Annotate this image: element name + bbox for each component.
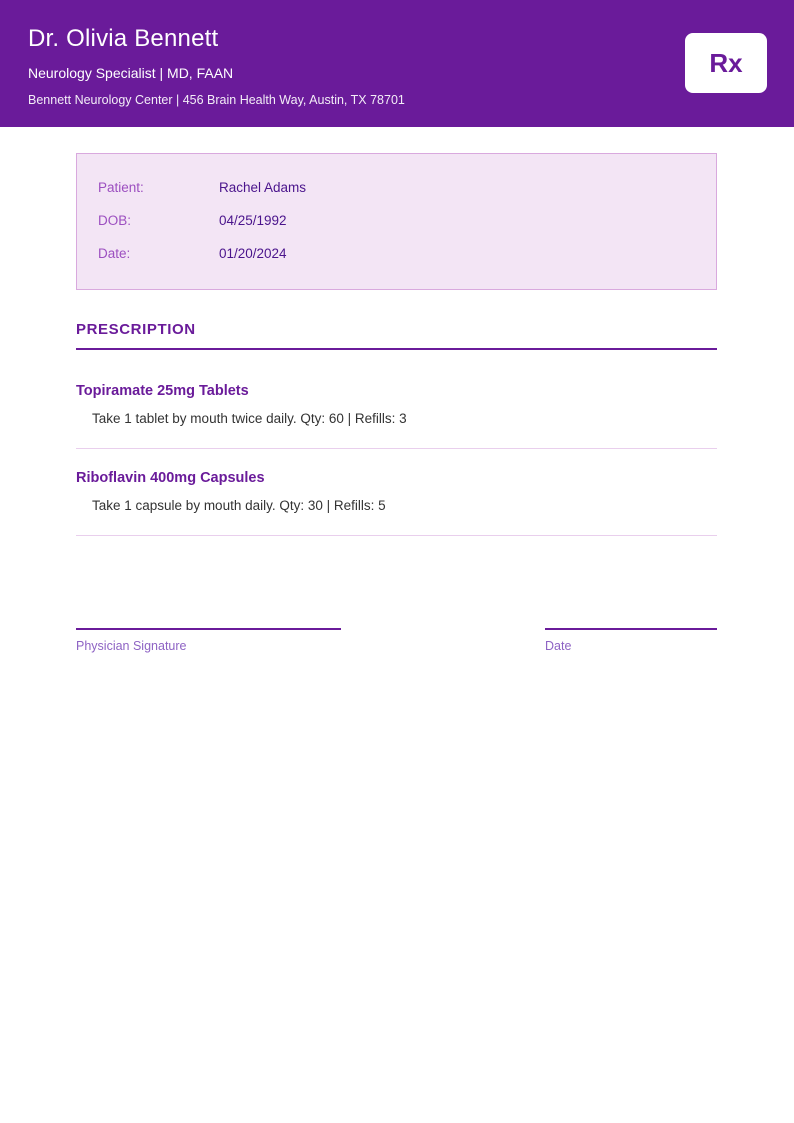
dob-value: 04/25/1992: [219, 213, 287, 228]
medication-name: Riboflavin 400mg Capsules: [76, 470, 265, 486]
medication-instructions: Take 1 capsule by mouth daily. Qty: 30 | Refills: 5: [92, 498, 386, 513]
medication-item: [76, 470, 717, 536]
header: [0, 0, 794, 127]
physician-signature-line: [76, 628, 341, 653]
rx-logo: Rx: [685, 33, 767, 93]
doctor-specialty: Neurology Specialist | MD, FAAN: [28, 65, 234, 82]
patient-row: [98, 213, 695, 228]
patient-row: [98, 246, 695, 261]
date-label: Date:: [98, 246, 131, 261]
date-value: 01/20/2024: [219, 246, 287, 261]
patient-info-card: [76, 153, 717, 290]
patient-row: [98, 180, 695, 195]
patient-label: Patient:: [98, 180, 144, 195]
medication-item: [76, 383, 717, 449]
patient-value: Rachel Adams: [219, 180, 307, 195]
signature-row: [76, 628, 717, 653]
signature-date-label: Date: [545, 639, 572, 653]
medication-name: Topiramate 25mg Tablets: [76, 383, 249, 399]
dob-label: DOB:: [98, 213, 132, 228]
document-body: [76, 153, 717, 653]
physician-signature-label: Physician Signature: [76, 639, 187, 653]
signature-date-line: [545, 628, 717, 653]
medication-instructions: Take 1 tablet by mouth twice daily. Qty: 60 | Refills: 3: [92, 411, 407, 426]
prescription-section-title: PRESCRIPTION: [76, 321, 717, 350]
header-doctor-block: [28, 0, 405, 107]
doctor-name: Dr. Olivia Bennett: [28, 25, 219, 52]
clinic-address: Bennett Neurology Center | 456 Brain Health Way, Austin, TX 78701: [28, 93, 405, 108]
